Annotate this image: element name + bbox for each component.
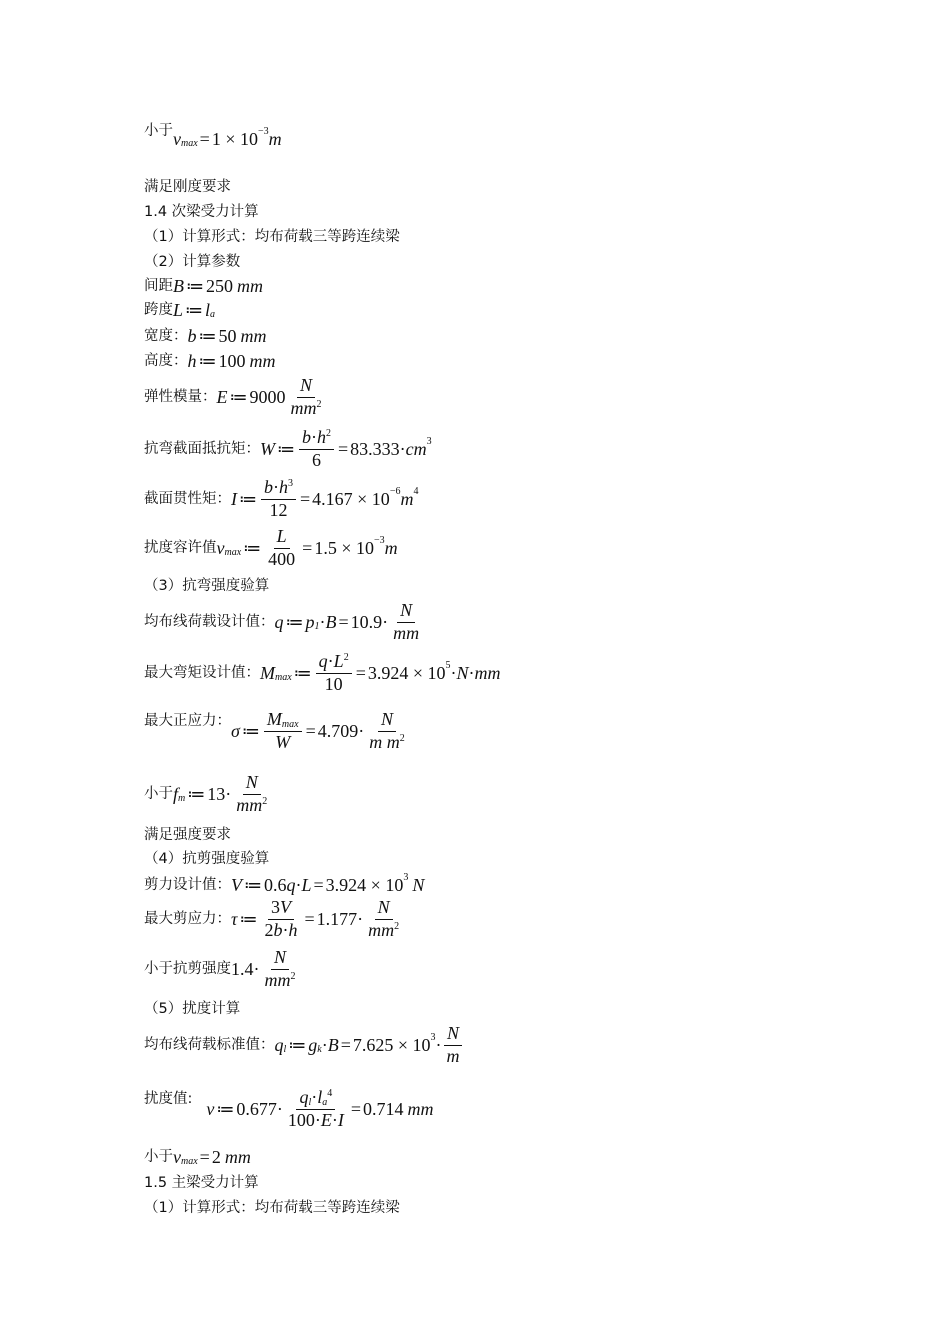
text-line: （4）抗剪强度验算 — [144, 851, 270, 867]
line-standard-load — [144, 1024, 465, 1067]
line-width — [144, 327, 267, 345]
label: 跨度 — [144, 301, 173, 318]
label: 均布线荷载标准值： — [144, 1037, 275, 1054]
line-shear-stress — [144, 898, 404, 941]
formula: q ≔ p 1 · B = 10.9 · $\frac{N}{mm}$ — [274, 600, 420, 643]
label: 扰度容许值 — [144, 540, 217, 557]
formula: h ≔ 100 mm — [187, 351, 276, 371]
text-line: 满足强度要求 — [144, 827, 231, 843]
text-line: （5）扰度计算 — [144, 1001, 241, 1017]
text-line: （2）计算参数 — [144, 254, 241, 270]
text-line: 满足刚度要求 — [144, 179, 231, 195]
label: 均布线荷载设计值： — [144, 614, 275, 631]
formula: B ≔ 250 mm — [173, 276, 263, 296]
formula: v max = 1 × 10 −3 m — [173, 126, 282, 149]
formula: 1.4 · $\frac{N}{mm^2}$ — [231, 947, 296, 990]
formula: L ≔ l a — [173, 300, 216, 320]
section-heading: 1.5 主梁受力计算 — [144, 1175, 259, 1191]
formula: b ≔ 50 mm — [187, 326, 267, 346]
formula: τ ≔ $\frac{3V}{2b\cdot h}$ = 1.177 · $\frac{N}{mm^2}$ — [231, 897, 400, 940]
line-deflection — [144, 1088, 434, 1131]
line-height — [144, 352, 276, 370]
formula: v max ≔ $\frac{L}{400}$ = 1.5 × 10 −3 m — [216, 526, 398, 569]
formula: v max = 2 mm — [173, 1147, 251, 1167]
line-section-modulus — [144, 428, 432, 471]
formula: f m ≔ 13 · $\frac{N}{mm^2}$ — [173, 772, 268, 815]
text-line: （3）抗弯强度验算 — [144, 578, 270, 594]
line-inertia — [144, 478, 418, 521]
formula: I ≔ $\frac{b\cdot h^3}{12}$ = 4.167 × 10 −6 m 4 — [231, 477, 419, 520]
line-max-moment — [144, 652, 501, 695]
label: 最大弯矩设计值： — [144, 665, 260, 682]
formula: v ≔ 0.677 · $\frac{ql\cdot la^4}{100\cdot E\cdot I}$ = 0.714 mm — [206, 1087, 434, 1130]
formula: σ ≔ $\frac{Mmax}{W}$ = 4.709 · $\frac{N}{m m^2}$ — [231, 709, 405, 752]
label: 高度： — [144, 352, 188, 369]
formula: W ≔ $\frac{b\cdot h^2}{6}$ = 83.333 · cm 3 — [260, 427, 432, 470]
formula: E ≔ 9000 $\frac{N}{mm^2}$ — [216, 375, 322, 418]
line-shear-strength — [144, 948, 301, 991]
line-vmax-limit — [144, 122, 282, 149]
label: 剪力设计值： — [144, 876, 231, 893]
label: 小于抗剪强度 — [144, 961, 231, 978]
label: 扰度值: — [144, 1091, 193, 1108]
label: 最大正应力： — [144, 713, 231, 730]
label: 小于 — [144, 1148, 173, 1165]
line-vmax2 — [144, 1148, 251, 1166]
line-fm — [144, 773, 272, 816]
formula: M max ≔ $\frac{q\cdot L^2}{10}$ = 3.924 × 10 5 · N · mm — [260, 651, 501, 694]
label: 间距 — [144, 277, 173, 294]
label: 弹性模量： — [144, 389, 217, 406]
label: 宽度： — [144, 327, 188, 344]
line-max-stress — [144, 710, 410, 753]
text-line: （1）计算形式：均布荷载三等跨连续梁 — [144, 1200, 400, 1216]
line-spacing — [144, 277, 263, 295]
text-line: （1）计算形式：均布荷载三等跨连续梁 — [144, 229, 400, 245]
label: 截面贯性矩： — [144, 491, 231, 508]
label: 小于 — [144, 122, 173, 139]
label: 最大剪应力： — [144, 911, 231, 928]
line-shear — [144, 872, 425, 895]
line-allowable-deflection — [144, 527, 398, 570]
section-heading: 1.4 次梁受力计算 — [144, 204, 259, 220]
line-design-load — [144, 601, 424, 644]
formula: V ≔ 0.6 q · L = 3.924 × 10 3 N — [231, 872, 425, 895]
label: 小于 — [144, 786, 173, 803]
line-modulus — [144, 376, 327, 419]
formula: q l ≔ g k · B = 7.625 × 10 3 · $\frac{N}{m}$ — [275, 1024, 465, 1067]
line-span — [144, 301, 215, 319]
label: 抗弯截面抵抗矩： — [144, 441, 260, 458]
